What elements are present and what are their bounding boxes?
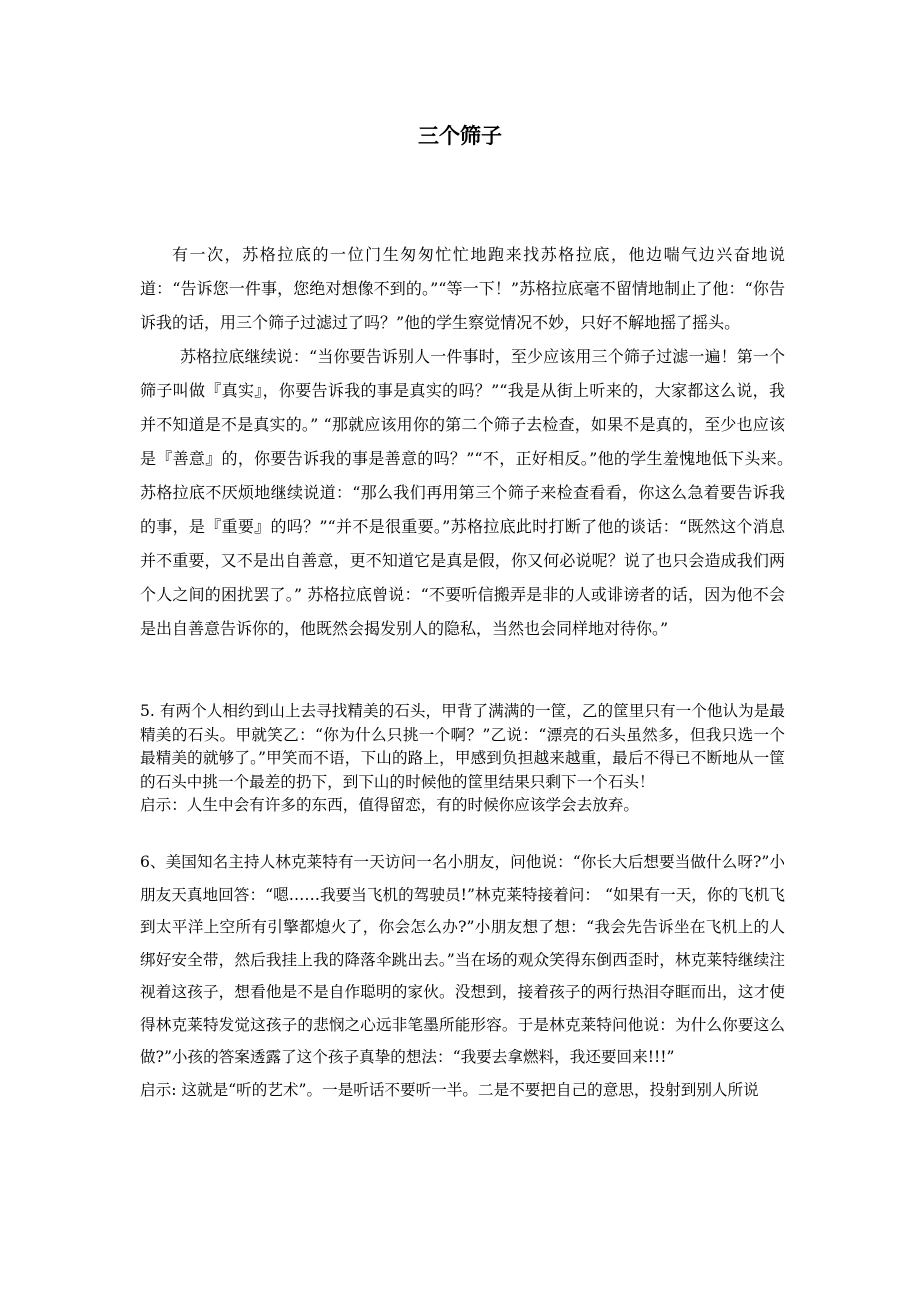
- story1-paragraph-1: 有一次，苏格拉底的一位门生匆匆忙忙地跑来找苏格拉底，他边喘气边兴奋地说道：“告诉您一件事，您绝对想像不到的。”“等一下！”苏格拉底毫不留情地制止了他：“你告诉我的话，用三个筛子过滤过了吗？”他的学生察觉情况不妙，只好不解地摇了摇头。: [140, 245, 785, 332]
- document-title: 三个筛子: [418, 124, 502, 148]
- story3-moral: 启示: 这就是“听的艺术”。一是听话不要听一半。二是不要把自己的意思，投射到别人所说: [140, 1080, 759, 1099]
- story2-moral: 启示：人生中会有许多的东西，值得留恋，有的时候你应该学会去放弃。: [140, 796, 640, 814]
- story-pilot-child: [140, 846, 785, 1106]
- story-stones: [140, 700, 785, 818]
- story1-paragraph-2: 苏格拉底继续说：“当你要告诉别人一件事时，至少应该用三个筛子过滤一遍！第一个筛子叫做『真实』，你要告诉我的事是真实的吗？”“我是从街上听来的，大家都这么说，我并不知道是不是真实的。” “那就应该用你的第二个筛子去检查，如果不是真的，至少也应该是『善意』的，你要告诉我的事是善意的吗？”“不，正好相反。”他的学生羞愧地低下头来。 苏格拉底不厌烦地继续说道：“那么我们再用第三个筛子来检查看看，你这么急着要告诉我的事，是『重要』的吗？”“并不是很重要。”苏格拉底此时打断了他的谈话：“既然这个消息并不重要，又不是出自善意，更不知道它是真是假，你又何必说呢？说了也只会造成我们两个人之间的困扰罢了。” 苏格拉底曾说：“不要听信搬弄是非的人或诽谤者的话，因为他不会是出自善意告诉你的，他既然会揭发别人的隐私，当然也会同样地对待你。”: [140, 347, 802, 638]
- story3-body: 6、美国知名主持人林克莱特有一天访问一名小朋友，问他说：“你长大后想要当做什么呀?”小朋友天真地回答：“嗯……我要当飞机的驾驶员!”林克莱特接着问： “如果有一天，你的飞机飞到太平洋上空所有引擎都熄火了，你会怎么办?”小朋友想了想：“我会先告诉坐在飞机上的人绑好安全带，然后我挂上我的降落伞跳出去。”当在场的观众笑得东倒西歪时，林克莱特继续注视着这孩子，想看他是不是自作聪明的家伙。没想到，接着孩子的两行热泪夺眶而出，这才使得林克莱特发觉这孩子的悲悯之心远非笔墨所能形容。于是林克莱特问他说：为什么你要这么做?”小孩的答案透露了这个孩子真挚的想法：“我要去拿燃料，我还要回来!!!”: [140, 853, 785, 1066]
- story2-body: 5. 有两个人相约到山上去寻找精美的石头，甲背了满满的一筐，乙的筐里只有一个他认为是最精美的石头。甲就笑乙：“你为什么只挑一个啊？”乙说：“漂亮的石头虽然多，但我只选一个最精美的就够了。”甲笑而不语，下山的路上，甲感到负担越来越重，最后不得已不断地从一筐的石头中挑一个最差的扔下，到下山的时候他的筐里结果只剩下一个石头！: [140, 702, 785, 791]
- story-three-sieves: [140, 238, 802, 646]
